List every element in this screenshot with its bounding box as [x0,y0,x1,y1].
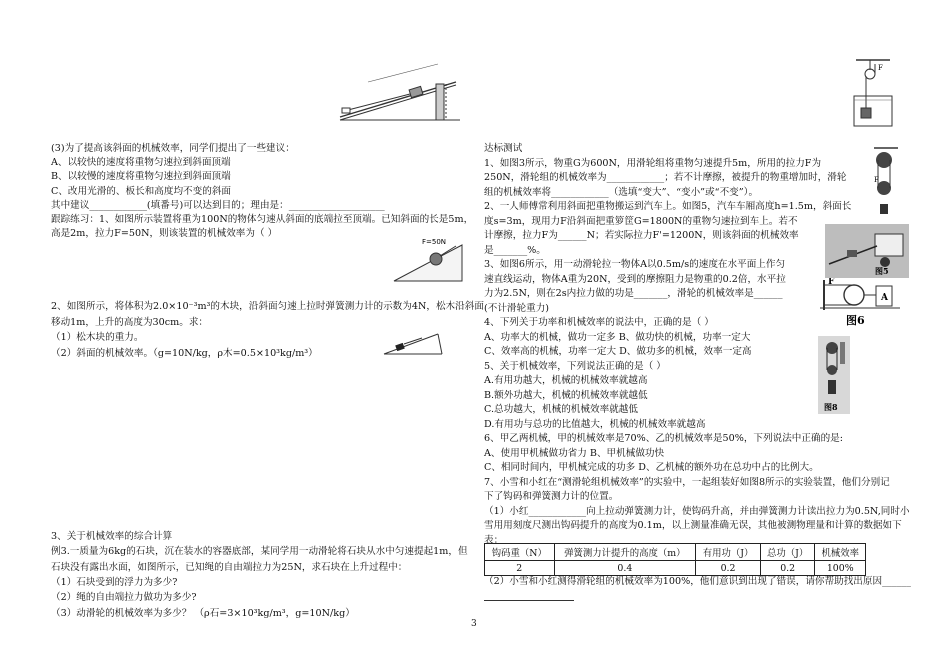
fig8-label: 图8 [824,402,838,412]
pulley-water-figure [852,58,894,128]
incline-figure-spring [382,332,458,356]
text-line: C、效率高的机械，功率一定大 D、做功多的机械，效率一定高 [484,346,752,357]
table-row [485,561,866,576]
fig6-label: 图6 [846,314,865,327]
text-line: C、相同时间内，甲机械完成的功多 D、乙机械的额外功在总功中占的比例大。 [484,462,819,473]
text-line: A.有用功越大，机械的机械效率就越高 [484,375,648,386]
text-line: A、功率大的机械，做功一定多 B、做功快的机械，功率一定大 [484,331,751,343]
table-cell: 2 [485,561,555,576]
table-cell: 100% [815,561,866,576]
text-line: 速直线运动，物体A重为20N，受到的摩擦阻力是物重的0.2倍，水平拉 [484,273,786,285]
text-line: 4、下列关于功率和机械效率的说法中，正确的是（ ） [484,317,714,328]
text-line: （1）松木块的重力。 [51,332,144,344]
text-line: 移动1m，上升的高度为30cm。求： [51,316,209,328]
text-line: （1）石块受到的浮力为多少? [51,576,178,588]
table-header-cell: 有用功（J） [696,544,761,561]
truck-incline-figure-5 [825,224,909,278]
text-line: B、以较慢的速度将重物匀速拉到斜面顶端 [51,171,231,183]
pulley-experiment-figure-8 [818,336,850,414]
table-header-row [485,544,866,561]
text-line: 是_______%。 [484,244,546,256]
text-line: 其中建议____________(填番号)可以达到目的；理由是：____________________ [51,199,385,211]
text-line: 石块没有露出水面，如图所示，已知绳的自由端拉力为25N，求石块在上升过程中： [51,561,408,573]
text-line: 2、一人师傅常利用斜面把重物搬运到汽车上。如图5，汽车车厢高度h=1.5m，斜面长 [484,201,852,212]
text-line: 高是2m，拉力F=50N，则该装置的机械效率为（ ） [51,228,278,240]
text-line: 度s=3m，现用力F沿斜面把重箩筐G=1800N的重物匀速拉到车上。若不 [484,215,798,227]
table-header-cell: 总功（J） [760,544,815,561]
answer-blank-line [484,600,574,601]
text-line: 组的机械效率将____________（选填“变大”、“变小”或“不变”）。 [484,186,759,198]
table-header-cell: 弹簧测力计提升的高度（m） [554,544,696,561]
text-line: 7、小雪和小红在“测滑轮组机械效率”的实验中，一起组装好如图8所示的实验装置，他们分别记 [484,476,890,488]
text-line: 下了钩码和弹簧测力计的位置。 [484,491,619,502]
text-line: （3）动滑轮的机械效率为多少？ （ρ石=3×10³kg/m³，g=10N/kg） [51,607,355,619]
text-line: A、以较快的速度将重物匀速拉到斜面顶端 [51,157,231,169]
pulley-group-figure-3 [872,146,900,222]
text-line: 1、如图3所示，物重G为600N，用滑轮组将重物匀速提升5m，所用的拉力F为 [484,157,822,169]
text-line: 力为2.5N，则在2s内拉力做的功是_______，滑轮的机械效率是______ [484,288,783,299]
text-line: 3、关于机械效率的综合计算 [51,531,173,542]
table-header-cell: 钩码重（N） [485,544,555,561]
table-cell: 0.2 [696,561,761,576]
fig6-a-label: A [881,293,888,303]
text-line: 6、甲乙两机械，甲的机械效率是70%、乙的机械效率是50%，下列说法中正确的是: [484,433,843,444]
experiment-data-table [484,543,866,576]
text-line: C、改用光滑的、板长和高度均不变的斜面 [51,185,232,197]
text-line: A、使用甲机械做功省力 B、甲机械做功快 [484,447,665,459]
text-line: 5、关于机械效率，下列说法正确的是（ ） [484,360,666,372]
text-line: （2）绳的自由端拉力做功为多少? [51,592,197,604]
text-line: (不计滑轮重力) [484,302,550,314]
after-table-text: （2）小雪和小红测得滑轮组的机械效率为100%，他们意识到出现了错误，请你帮助找出原因______ [484,576,911,587]
text-line: (3)为了提高该斜面的机械效率，同学们提出了一些建议： [51,143,295,154]
fig6-f-label: F [828,278,835,287]
text-line: 例3.一质量为6kg的石块，沉在装水的容器底部，某同学用一动滑轮将石块从水中匀速提起1m，但 [51,546,468,558]
fig3-f-label: F [874,176,879,184]
text-line: （1）小红____________向上拉动弹簧测力计，使钩码升高，并由弹簧测力计读出拉力为0.5N,同时小 [484,505,910,517]
text-line: 表： [484,534,504,546]
page-number: 3 [471,619,477,629]
text-line: C.总功越大，机械的机械效率就越低 [484,404,638,415]
table-cell: 0.2 [760,561,815,576]
text-line: 跟踪练习：1、如图所示装置将重为100N的物体匀速从斜面的底端拉至顶端。已知斜面的长是5m， [51,214,474,225]
top-pulley-f-label: F [878,64,883,72]
text-line: B.额外功越大，机械的机械效率就越低 [484,389,648,401]
text-line: D.有用功与总功的比值越大，机械的机械效率就越高 [484,418,706,430]
moving-pulley-figure-6 [820,278,902,328]
text-line: 2、如图所示，将体积为2.0×10⁻³m³的木块，沿斜面匀速上拉时弹簧测力计的示数为4N，松木沿斜面 [51,301,484,312]
text-line: 3、如图6所示，用一动滑轮拉一物体A以0.5m/s的速度在水平面上作匀 [484,259,786,270]
text-line: 计摩擦，拉力F为______N；若实际拉力F'=1200N，则该斜面的机械效率 [484,230,799,241]
f50-label: F=50N [422,238,447,246]
text-line: （2）斜面的机械效率。（g=10N/kg，ρ木=0.5×10³kg/m³） [51,347,318,359]
fig5-label: 图5 [875,266,889,276]
text-line: 达标测试 [484,143,523,154]
incline-figure-f50 [392,237,464,283]
table-cell: 0.4 [554,561,696,576]
table-header-cell: 机械效率 [815,544,866,561]
text-line: 250N，滑轮组的机械效率为____________；若不计摩擦，被提升的物重增加时，滑轮 [484,172,847,183]
text-line: 雪用用刻度尺测出钩码提升的高度为0.1m，以上测量准确无误，其他被测物理量和计算的数据如下 [484,520,902,531]
incline-figure-top [338,62,470,124]
